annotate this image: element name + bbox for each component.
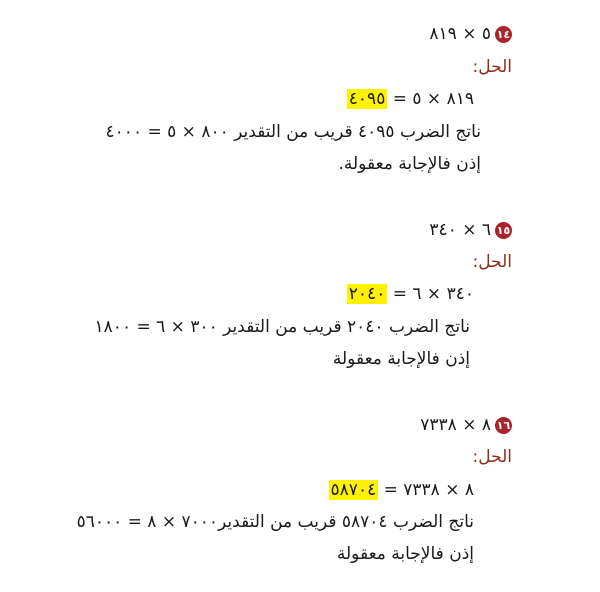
problem-16-estimate: ناتج الضرب ٥٨٧٠٤ قريب من التقدير٧٠٠٠ × ٨ = ٥٦٠٠٠ — [76, 512, 474, 532]
problem-15-solution-label: الحل: — [472, 252, 512, 272]
equation-prefix: ٨ × ٧٣٣٨ = — [383, 480, 474, 500]
equation-prefix: ٨١٩ × ٥ = — [392, 89, 474, 109]
equation-prefix: ٣٤٠ × ٦ = — [392, 284, 474, 304]
problem-14-estimate: ناتج الضرب ٤٠٩٥ قريب من التقدير ٨٠٠ × ٥ = ٤٠٠٠ — [105, 122, 481, 142]
problem-15-estimate: ناتج الضرب ٢٠٤٠ قريب من التقدير ٣٠٠ × ٦ = ١٨٠٠ — [94, 317, 470, 337]
question-text: ٥ × ٨١٩ — [429, 24, 491, 44]
problem-15-conclusion: إذن فالإجابة معقولة — [332, 349, 470, 369]
problem-number-badge: ١٤ — [496, 27, 511, 41]
highlighted-answer: ٤٠٩٥ — [348, 89, 386, 109]
problem-15-question — [429, 218, 512, 242]
problem-15-equation — [347, 282, 474, 306]
problem-number-badge: ١٦ — [496, 418, 511, 432]
question-text: ٨ × ٧٣٣٨ — [420, 415, 491, 435]
question-text: ٦ × ٣٤٠ — [429, 220, 491, 240]
problem-16-equation — [329, 478, 474, 502]
problem-number-badge: ١٥ — [496, 223, 511, 237]
problem-14-equation — [347, 87, 474, 111]
problem-14-conclusion: إذن فالإجابة معقولة. — [338, 154, 481, 174]
highlighted-answer: ٥٨٧٠٤ — [330, 480, 377, 500]
highlighted-answer: ٢٠٤٠ — [348, 284, 386, 304]
problem-16-conclusion: إذن فالإجابة معقولة — [336, 544, 474, 564]
problem-14-question — [429, 22, 512, 46]
problem-16-question — [420, 413, 512, 437]
problem-16-solution-label: الحل: — [472, 447, 512, 467]
problem-14-solution-label: الحل: — [472, 57, 512, 77]
